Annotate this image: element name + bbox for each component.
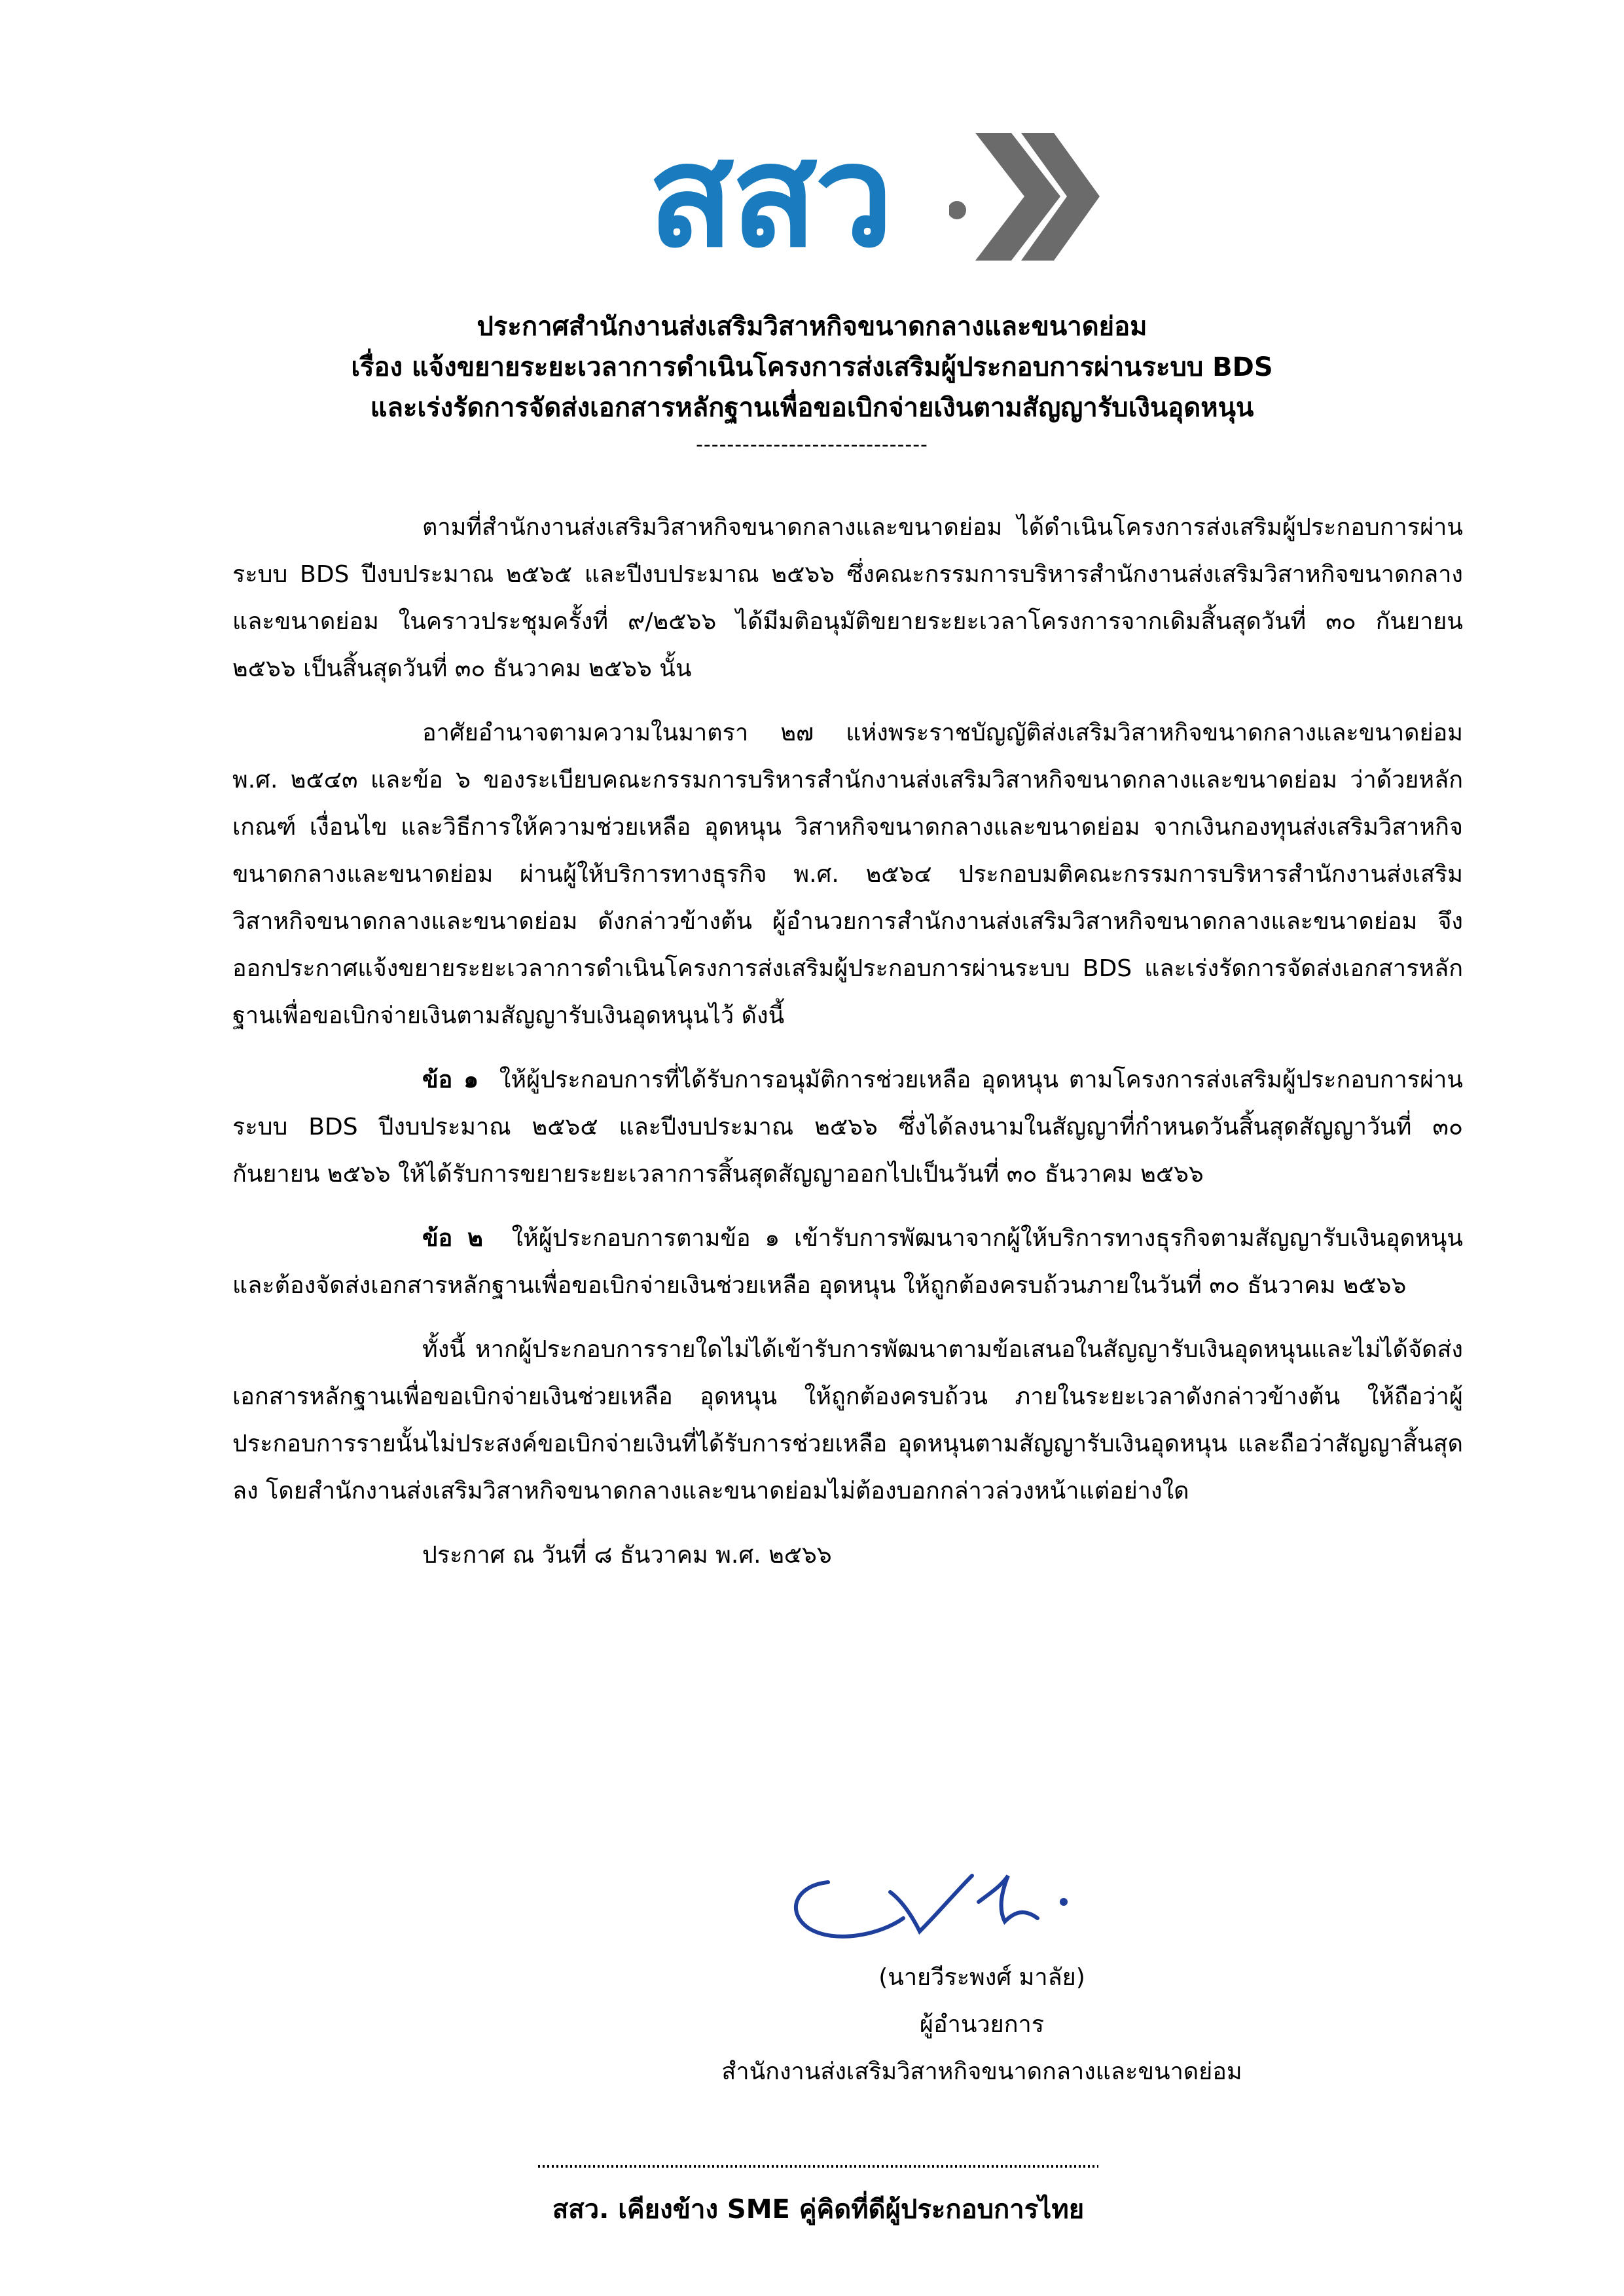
handwritten-signature <box>782 1856 1110 1944</box>
clause-2-text: ให้ผู้ประกอบการตามข้อ ๑ เข้ารับการพัฒนาจากผู้ให้บริการทางธุรกิจตามสัญญารับเงินอุดหนุน และต้องจัดส่งเอกสารหลักฐานเพื่อขอเบิกจ่ายเงินช่วยเหลือ อุดหนุน ให้ถูกต้องครบถ้วนภายในวันที่ ๓๐ ธันวาคม ๒๕๖๖ <box>232 1225 1464 1299</box>
signer-block <box>589 1954 1375 2096</box>
footer-dotted-divider <box>537 2164 1100 2169</box>
logo-dot <box>949 201 966 219</box>
clause-1-label: ข้อ ๑ <box>422 1066 479 1093</box>
clause-1 <box>232 1057 1463 1198</box>
paragraph-conditions: ทั้งนี้ หากผู้ประกอบการรายใดไม่ได้เข้ารับการพัฒนาตามข้อเสนอในสัญญารับเงินอุดหนุนและไม่ได้จัดส่งเอกสารหลักฐานเพื่อขอเบิกจ่ายเงินช่วยเหลือ อุดหนุน ให้ถูกต้องครบถ้วน ภายในระยะเวลาดังกล่าวข้างต้น ให้ถือว่าผู้ประกอบการรายนั้นไม่ประสงค์ขอเบิกจ่ายเงินที่ได้รับการช่วยเหลือ อุดหนุนตามสัญญารับเงินอุดหนุน และถือว่าสัญญาสิ้นสุดลง โดยสำนักงานส่งเสริมวิสาหกิจขนาดกลางและขนาดย่อมไม่ต้องบอกกล่าวล่วงหน้าแต่อย่างใด <box>232 1336 1463 1504</box>
osmep-logo <box>648 114 1100 278</box>
heading-line-2: เรื่อง แจ้งขยายระยะเวลาการดำเนินโครงการส่งเสริมผู้ประกอบการผ่านระบบ BDS <box>351 352 1273 382</box>
heading-line-1: ประกาศสำนักงานส่งเสริมวิสาหกิจขนาดกลางและขนาดย่อม <box>477 312 1147 342</box>
announcement-heading <box>131 306 1493 458</box>
logo-text: สสว <box>648 114 892 278</box>
announcement-date: ประกาศ ณ วันที่ ๘ ธันวาคม พ.ศ. ๒๕๖๖ <box>422 1542 832 1569</box>
clause-2 <box>232 1215 1463 1309</box>
heading-line-3: และเร่งรัดการจัดส่งเอกสารหลักฐานเพื่อขอเบิกจ่ายเงินตามสัญญารับเงินอุดหนุน <box>370 393 1254 423</box>
signer-organization: สำนักงานส่งเสริมวิสาหกิจขนาดกลางและขนาดย่อม <box>721 2058 1242 2085</box>
announcement-body <box>232 504 1463 1579</box>
footer-slogan: สสว. เคียงข้าง SME คู่คิดที่ดีผู้ประกอบการไทย <box>552 2195 1085 2225</box>
clause-2-label: ข้อ ๒ <box>422 1225 483 1252</box>
paragraph-background: ตามที่สำนักงานส่งเสริมวิสาหกิจขนาดกลางและขนาดย่อม ได้ดำเนินโครงการส่งเสริมผู้ประกอบการผ่านระบบ BDS ปีงบประมาณ ๒๕๖๕ และปีงบประมาณ ๒๕๖๖ ซึ่งคณะกรรมการบริหารสำนักงานส่งเสริมวิสาหกิจขนาดกลางและขนาดย่อม ในคราวประชุมครั้งที่ ๙/๒๕๖๖ ได้มีมติอนุมัติขยายระยะเวลาโครงการจากเดิมสิ้นสุดวันที่ ๓๐ กันยายน ๒๕๖๖ เป็นสิ้นสุดวันที่ ๓๐ ธันวาคม ๒๕๖๖ นั้น <box>232 514 1463 682</box>
signer-position: ผู้อำนวยการ <box>919 2011 1045 2038</box>
signer-name: (นายวีระพงศ์ มาลัย) <box>878 1964 1085 1991</box>
clause-1-text: ให้ผู้ประกอบการที่ได้รับการอนุมัติการช่วยเหลือ อุดหนุน ตามโครงการส่งเสริมผู้ประกอบการผ่านระบบ BDS ปีงบประมาณ ๒๕๖๕ และปีงบประมาณ ๒๕๖๖ ซึ่งได้ลงนามในสัญญาที่กำหนดวันสิ้นสุดสัญญาวันที่ ๓๐ กันยายน ๒๕๖๖ ให้ได้รับการขยายระยะเวลาการสิ้นสุดสัญญาออกไปเป็นวันที่ ๓๐ ธันวาคม ๒๕๖๖ <box>232 1066 1463 1188</box>
heading-divider: ------------------------------ <box>696 433 928 456</box>
paragraph-authority: อาศัยอำนาจตามความในมาตรา ๒๗ แห่งพระราชบัญญัติส่งเสริมวิสาหกิจขนาดกลางและขนาดย่อม พ.ศ. ๒๕๔๓ และข้อ ๖ ของระเบียบคณะกรรมการบริหารสำนักงานส่งเสริมวิสาหกิจขนาดกลางและขนาดย่อม ว่าด้วยหลักเกณฑ์ เงื่อนไข และวิธีการให้ความช่วยเหลือ อุดหนุน วิสาหกิจขนาดกลางและขนาดย่อม จากเงินกองทุนส่งเสริมวิสาหกิจขนาดกลางและขนาดย่อม ผ่านผู้ให้บริการทางธุรกิจ พ.ศ. ๒๕๖๔ ประกอบมติคณะกรรมการบริหารสำนักงานส่งเสริมวิสาหกิจขนาดกลางและขนาดย่อม ดังกล่าวข้างต้น ผู้อำนวยการสำนักงานส่งเสริมวิสาหกิจขนาดกลางและขนาดย่อม จึงออกประกาศแจ้งขยายระยะเวลาการดำเนินโครงการส่งเสริมผู้ประกอบการผ่านระบบ BDS และเร่งรัดการจัดส่งเอกสารหลักฐานเพื่อขอเบิกจ่ายเงินตามสัญญารับเงินอุดหนุนไว้ ดังนี้ <box>232 720 1463 1029</box>
double-chevron-right-icon <box>949 126 1100 267</box>
